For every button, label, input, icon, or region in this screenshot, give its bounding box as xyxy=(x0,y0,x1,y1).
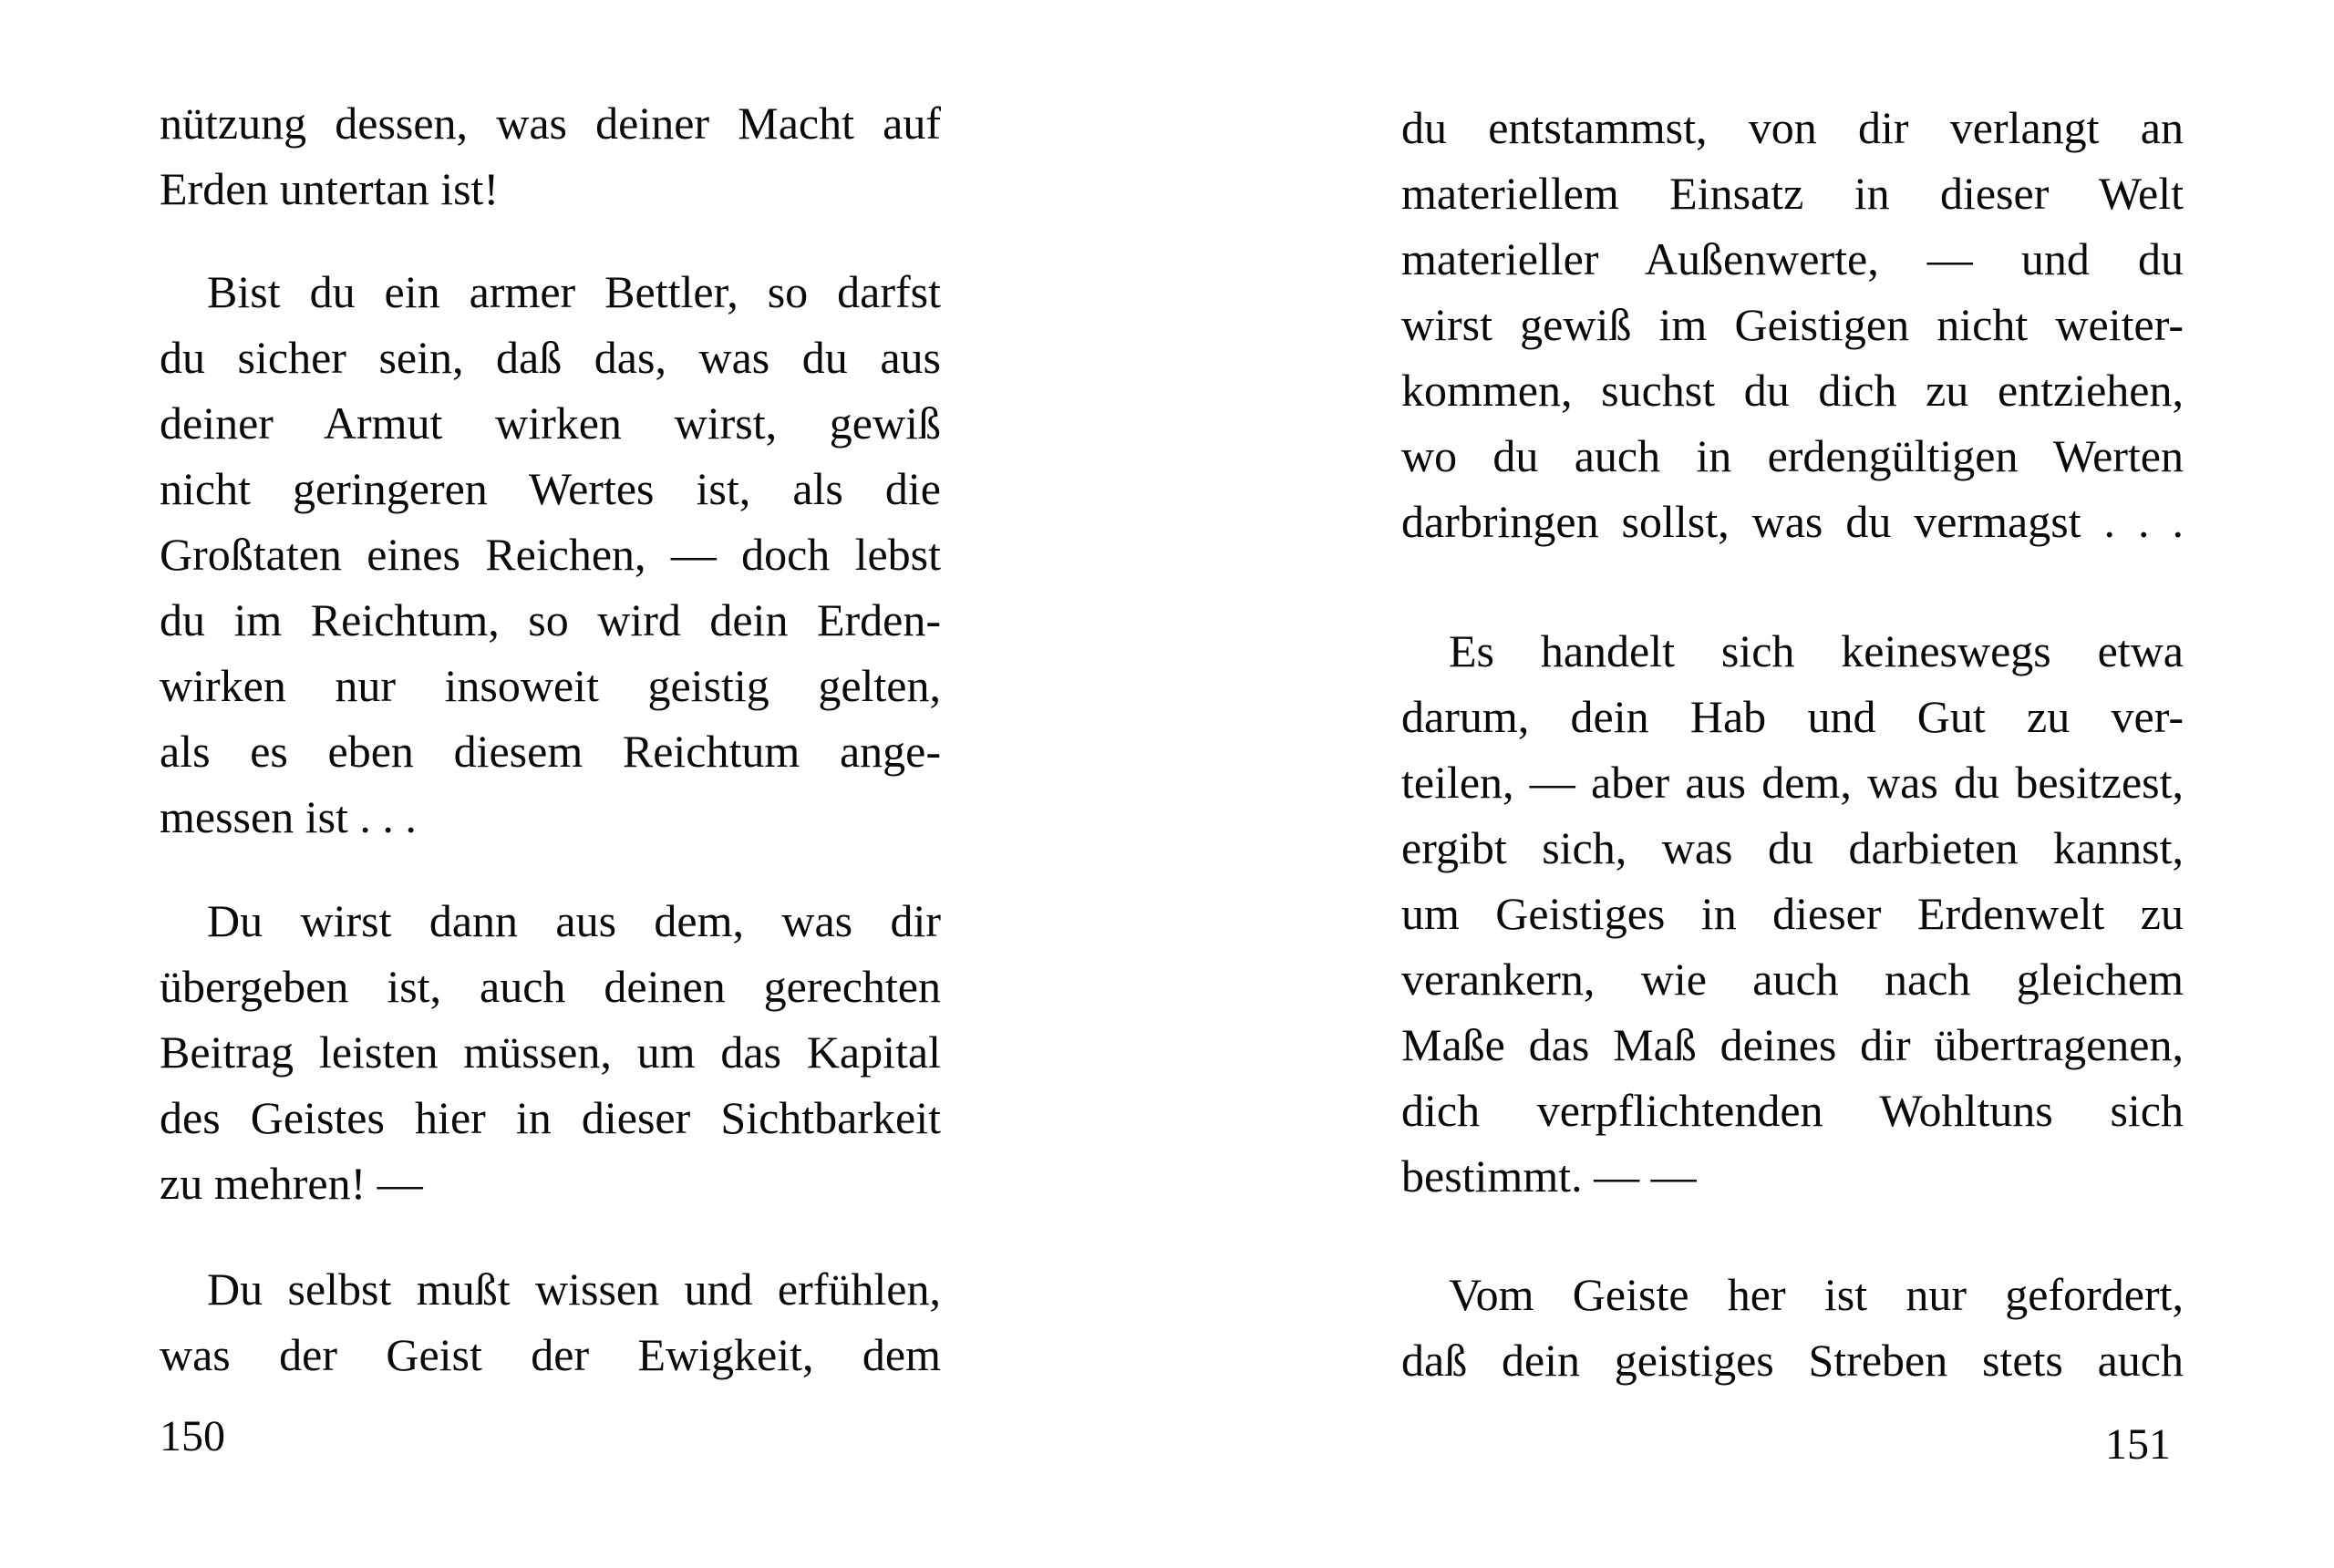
text-line: Beitrag leisten müssen, um das Kapital xyxy=(160,1026,941,1078)
paragraph xyxy=(160,259,941,850)
text-line: als es eben diesem Reichtum ange- xyxy=(160,726,941,777)
text-line: du entstammst, von dir verlangt an xyxy=(1401,102,2184,153)
text-line: wo du auch in erdengültigen Werten xyxy=(1401,430,2184,481)
text-line: materiellem Einsatz in dieser Welt xyxy=(1401,168,2184,219)
paragraph xyxy=(1401,618,2184,1209)
text-line: um Geistiges in dieser Erdenwelt zu xyxy=(1401,888,2184,939)
text-line: wirken nur insoweit geistig gelten, xyxy=(160,660,941,711)
text-line: Es handelt sich keineswegs etwa xyxy=(1449,625,2184,676)
text-line: deiner Armut wirken wirst, gewiß xyxy=(160,397,941,449)
text-line: Bist du ein armer Bettler, so darfst xyxy=(207,266,941,317)
paragraph xyxy=(160,888,941,1216)
text-line: du im Reichtum, so wird dein Erden- xyxy=(160,594,941,645)
text-line: übergeben ist, auch deinen gerechten xyxy=(160,961,941,1012)
left-page-text xyxy=(160,90,941,1387)
text-line: verankern, wie auch nach gleichem xyxy=(1401,954,2184,1005)
paragraph xyxy=(1401,1262,2184,1393)
text-line: nützung dessen, was deiner Macht auf xyxy=(160,98,941,149)
paragraph xyxy=(160,90,941,222)
text-line: teilen, — aber aus dem, was du besitzest, xyxy=(1401,757,2184,808)
text-line: zu mehren! — xyxy=(160,1158,423,1209)
text-line: Du wirst dann aus dem, was dir xyxy=(207,895,941,946)
text-line: ergibt sich, was du darbieten kannst, xyxy=(1401,822,2184,873)
text-line: des Geistes hier in dieser Sichtbarkeit xyxy=(160,1092,941,1143)
text-line: Großtaten eines Reichen, — doch lebst xyxy=(160,529,941,580)
text-line: materieller Außenwerte, — und du xyxy=(1401,233,2184,284)
text-line: du sicher sein, daß das, was du aus xyxy=(160,332,941,383)
text-line: nicht geringeren Wertes ist, als die xyxy=(160,463,941,514)
page-number: 150 xyxy=(160,1412,225,1460)
text-line: bestimmt. — — xyxy=(1401,1150,1697,1202)
text-line: darbringen sollst, was du vermagst . . . xyxy=(1401,496,2184,547)
text-line: Maße das Maß deines dir übertragenen, xyxy=(1401,1019,2184,1070)
right-page-text xyxy=(1401,95,2184,1393)
text-line: kommen, suchst du dich zu entziehen, xyxy=(1401,365,2184,416)
paragraph xyxy=(1401,95,2184,554)
page-number: 151 xyxy=(2105,1420,2171,1469)
text-line: wirst gewiß im Geistigen nicht weiter- xyxy=(1401,299,2184,350)
text-line: Vom Geiste her ist nur gefordert, xyxy=(1449,1269,2184,1320)
text-line: Erden untertan ist! xyxy=(160,163,500,214)
text-line: dich verpflichtenden Wohltuns sich xyxy=(1401,1085,2184,1136)
text-line: daß dein geistiges Streben stets auch xyxy=(1401,1335,2184,1386)
right-page xyxy=(1167,0,2334,1568)
text-line: messen ist . . . xyxy=(160,791,417,842)
text-line: Du selbst mußt wissen und erfühlen, xyxy=(207,1264,941,1315)
text-line: darum, dein Hab und Gut zu ver- xyxy=(1401,691,2184,742)
paragraph xyxy=(160,1256,941,1387)
text-line: was der Geist der Ewigkeit, dem xyxy=(160,1329,941,1380)
